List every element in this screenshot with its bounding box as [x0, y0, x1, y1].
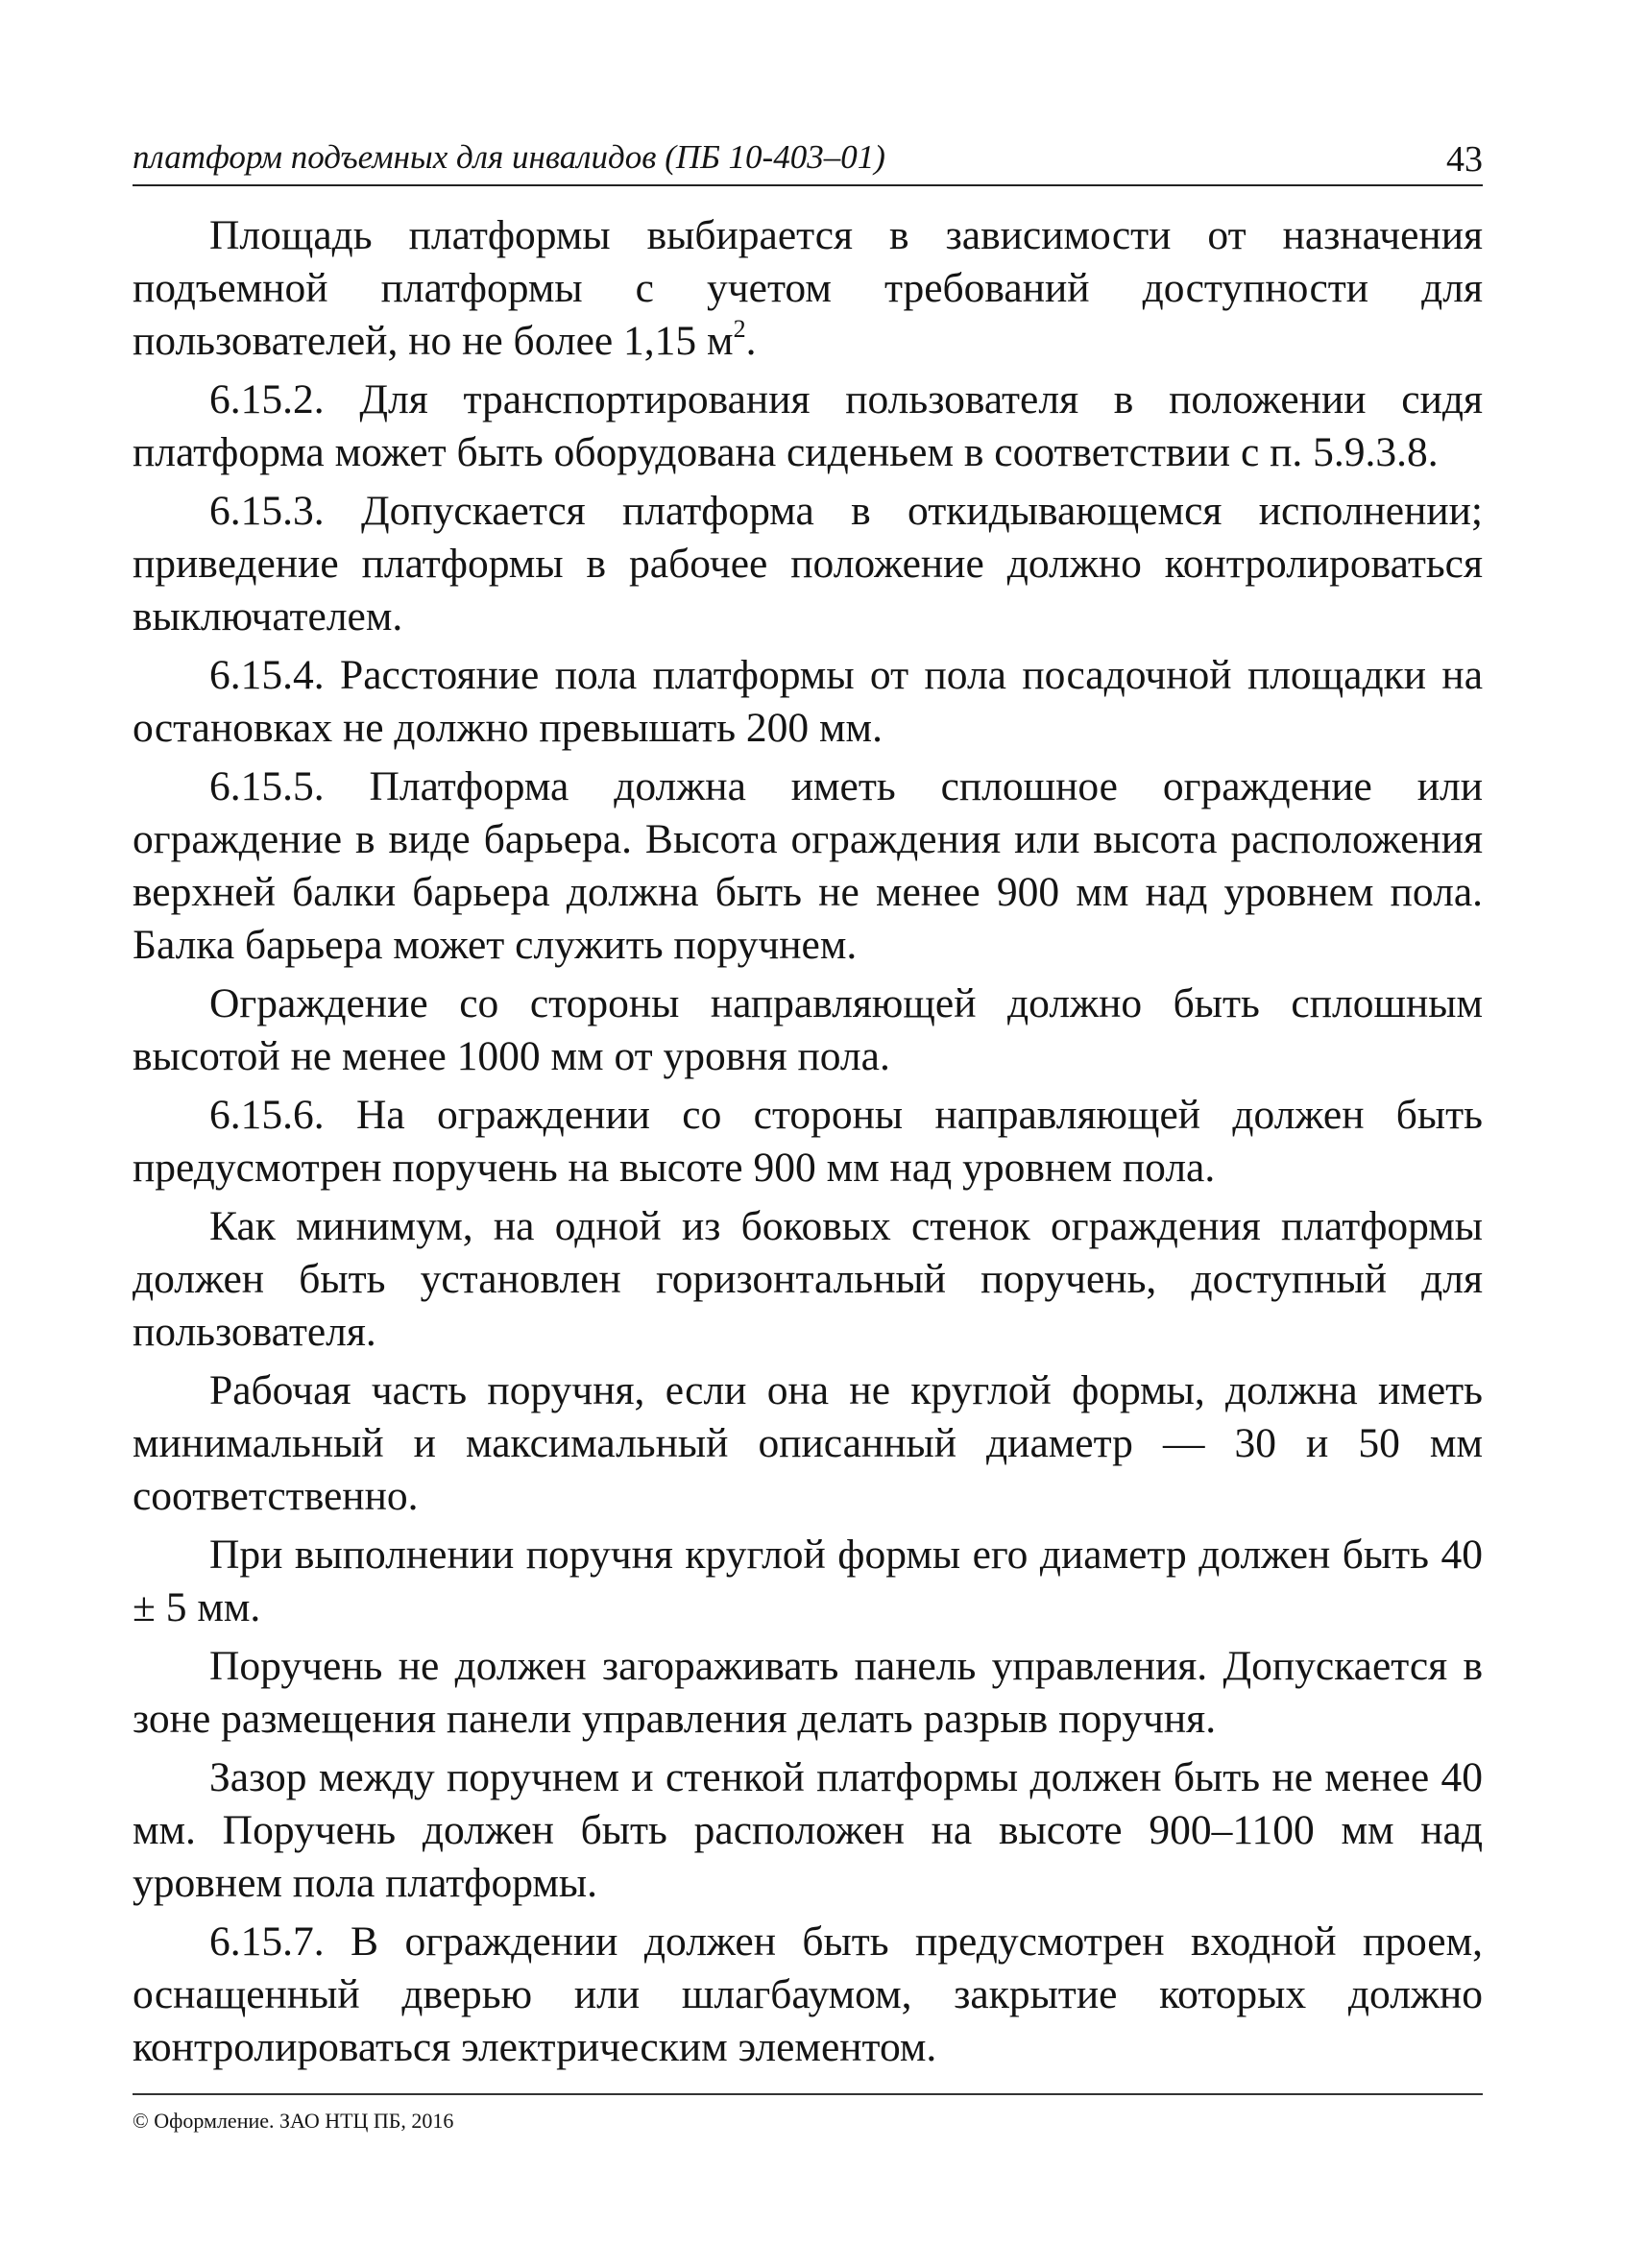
paragraph-round-handrail: При выполнении поручня круглой формы его диаметр должен быть 40 ± 5 мм. — [133, 1532, 1483, 1630]
document-page — [133, 0, 1483, 2268]
superscript-exponent: 2 — [733, 315, 746, 343]
paragraph-handrail-diameter: Рабочая часть поручня, если она не круглой формы, должна иметь минимальный и максимальный описанный диаметр — 30 и 50 мм соответственно. — [133, 1367, 1483, 1519]
paragraph-control-panel: Поручень не должен загораживать панель управления. Допускается в зоне размещения панели управления делать разрыв поручня. — [133, 1643, 1483, 1742]
body-text — [133, 209, 1483, 2080]
paragraph-6-15-7: 6.15.7. В ограждении должен быть предусмотрен входной проем, оснащенный дверью или шлагбаумом, закрытие которых должно контролироваться электрическим элементом. — [133, 1918, 1483, 2070]
paragraph-platform-area — [133, 209, 1483, 368]
paragraph-text: Площадь платформы выбирается в зависимости от назначения подъемной платформы с учетом требований доступности для пользователей, но не более 1,15 м — [133, 212, 1483, 364]
footer-copyright: © Оформление. ЗАО НТЦ ПБ, 2016 — [133, 2093, 1483, 2135]
paragraph-6-15-6: 6.15.6. На ограждении со стороны направляющей должен быть предусмотрен поручень на высоте 900 мм над уровнем пола. — [133, 1092, 1483, 1191]
running-header — [133, 134, 1483, 186]
page-number: 43 — [1446, 139, 1483, 180]
paragraph-side-handrail: Как минимум, на одной из боковых стенок ограждения платформы должен быть установлен горизонтальный поручень, доступный для пользователя. — [133, 1203, 1483, 1355]
paragraph-6-15-4: 6.15.4. Расстояние пола платформы от пола посадочной площадки на остановках не должно превышать 200 мм. — [133, 652, 1483, 751]
paragraph-tail: . — [745, 318, 757, 364]
header-title: платформ подъемных для инвалидов (ПБ 10-403–01) — [133, 138, 885, 176]
paragraph-6-15-2: 6.15.2. Для транспортирования пользователя в положении сидя платформа может быть оборудована сиденьем в соответствии с п. 5.9.3.8. — [133, 376, 1483, 475]
paragraph-6-15-3: 6.15.3. Допускается платформа в откидывающемся исполнении; приведение платформы в рабочее положение должно контролироваться выключателем. — [133, 488, 1483, 639]
paragraph-guide-side-fence: Ограждение со стороны направляющей должно быть сплошным высотой не менее 1000 мм от уровня пола. — [133, 980, 1483, 1079]
paragraph-6-15-5: 6.15.5. Платформа должна иметь сплошное ограждение или ограждение в виде барьера. Высота ограждения или высота расположения верхней балки барьера должна быть не менее 900 мм над уровнем пола. Балка барьера может служить поручнем. — [133, 763, 1483, 968]
paragraph-handrail-gap: Зазор между поручнем и стенкой платформы должен быть не менее 40 мм. Поручень должен быть расположен на высоте 900–1100 мм над уровнем пола платформы. — [133, 1754, 1483, 1906]
